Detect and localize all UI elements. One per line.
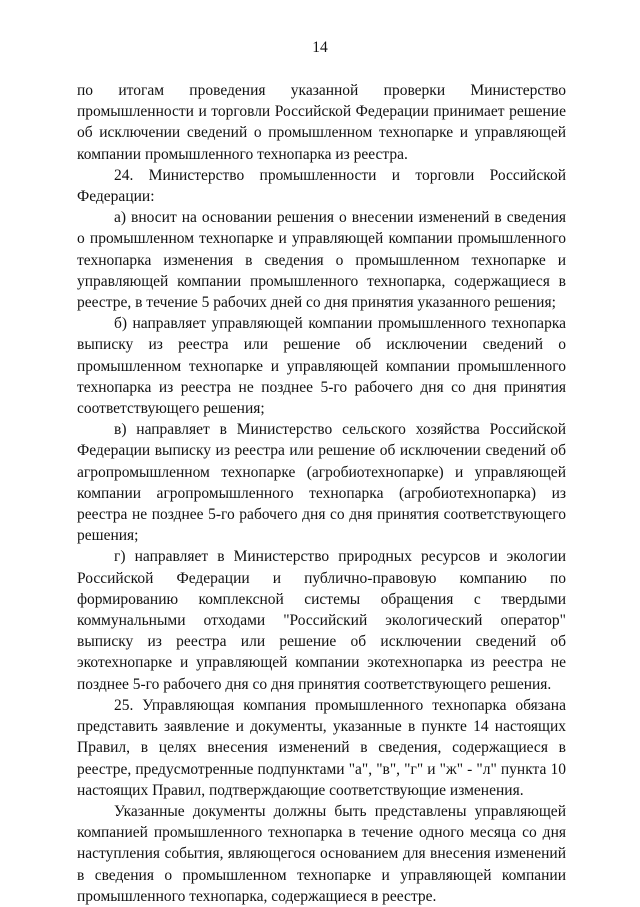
paragraph-24-a: а) вносит на основании решения о внесении изменений в сведения о промышленном технопарке и управляющей компании промышленного технопарка изменения в сведения о промышленном технопарке и управляющей компании промышленного технопарка, содержащиеся в реестре, в течение 5 рабочих дней со дня принятия указанного решения; bbox=[77, 209, 566, 312]
document-body bbox=[77, 80, 566, 907]
paragraph-24-g: г) направляет в Министерство природных ресурсов и экологии Российской Федерации и публично-правовую компанию по формированию комплексной системы обращения с твердыми коммунальными отходами "Российский экологический оператор" выписку из реестра или решение об исключении сведений об экотехнопарке и управляющей компании экотехнопарка из реестра не позднее 5-го рабочего дня со дня принятия соответствующего решения. bbox=[77, 548, 566, 693]
paragraph-24-v: в) направляет в Министерство сельского хозяйства Российской Федерации выписку из реестра или решение об исключении сведений об агропромышленном технопарке (агробиотехнопарке) и управляющей компании агропромышленного технопарка (агробиотехнопарка) из реестра не позднее 5-го рабочего дня со дня принятия соответствующего решения; bbox=[77, 421, 566, 545]
page-number: 14 bbox=[312, 39, 328, 56]
paragraph-24-intro: 24. Министерство промышленности и торговли Российской Федерации: bbox=[77, 166, 566, 206]
paragraph-inspection-decision: по итогам проведения указанной проверки Министерство промышленности и торговли Российской Федерации принимает решение об исключении сведений о промышленном технопарке и управляющей компании промышленного технопарка из реестра. bbox=[77, 82, 566, 163]
paragraph-24-b: б) направляет управляющей компании промышленного технопарка выписку из реестра или решение об исключении сведений о промышленном технопарке и управляющей компании промышленного технопарка из реестра не позднее 5-го рабочего дня со дня принятия соответствующего решения; bbox=[77, 315, 566, 418]
paragraph-25-documents: Указанные документы должны быть представлены управляющей компанией промышленного технопарка в течение одного месяца со дня наступления события, являющегося основанием для внесения изменений в сведения о промышленном технопарке и управляющей компании промышленного технопарка, содержащиеся в реестре. bbox=[77, 802, 566, 905]
paragraph-25: 25. Управляющая компания промышленного технопарка обязана представить заявление и документы, указанные в пункте 14 настоящих Правил, в целях внесения изменений в сведения, содержащиеся в реестре, предусмотренные подпунктами "а", "в", "г" и "ж" - "л" пункта 10 настоящих Правил, подтверждающие соответствующие изменения. bbox=[77, 696, 566, 799]
